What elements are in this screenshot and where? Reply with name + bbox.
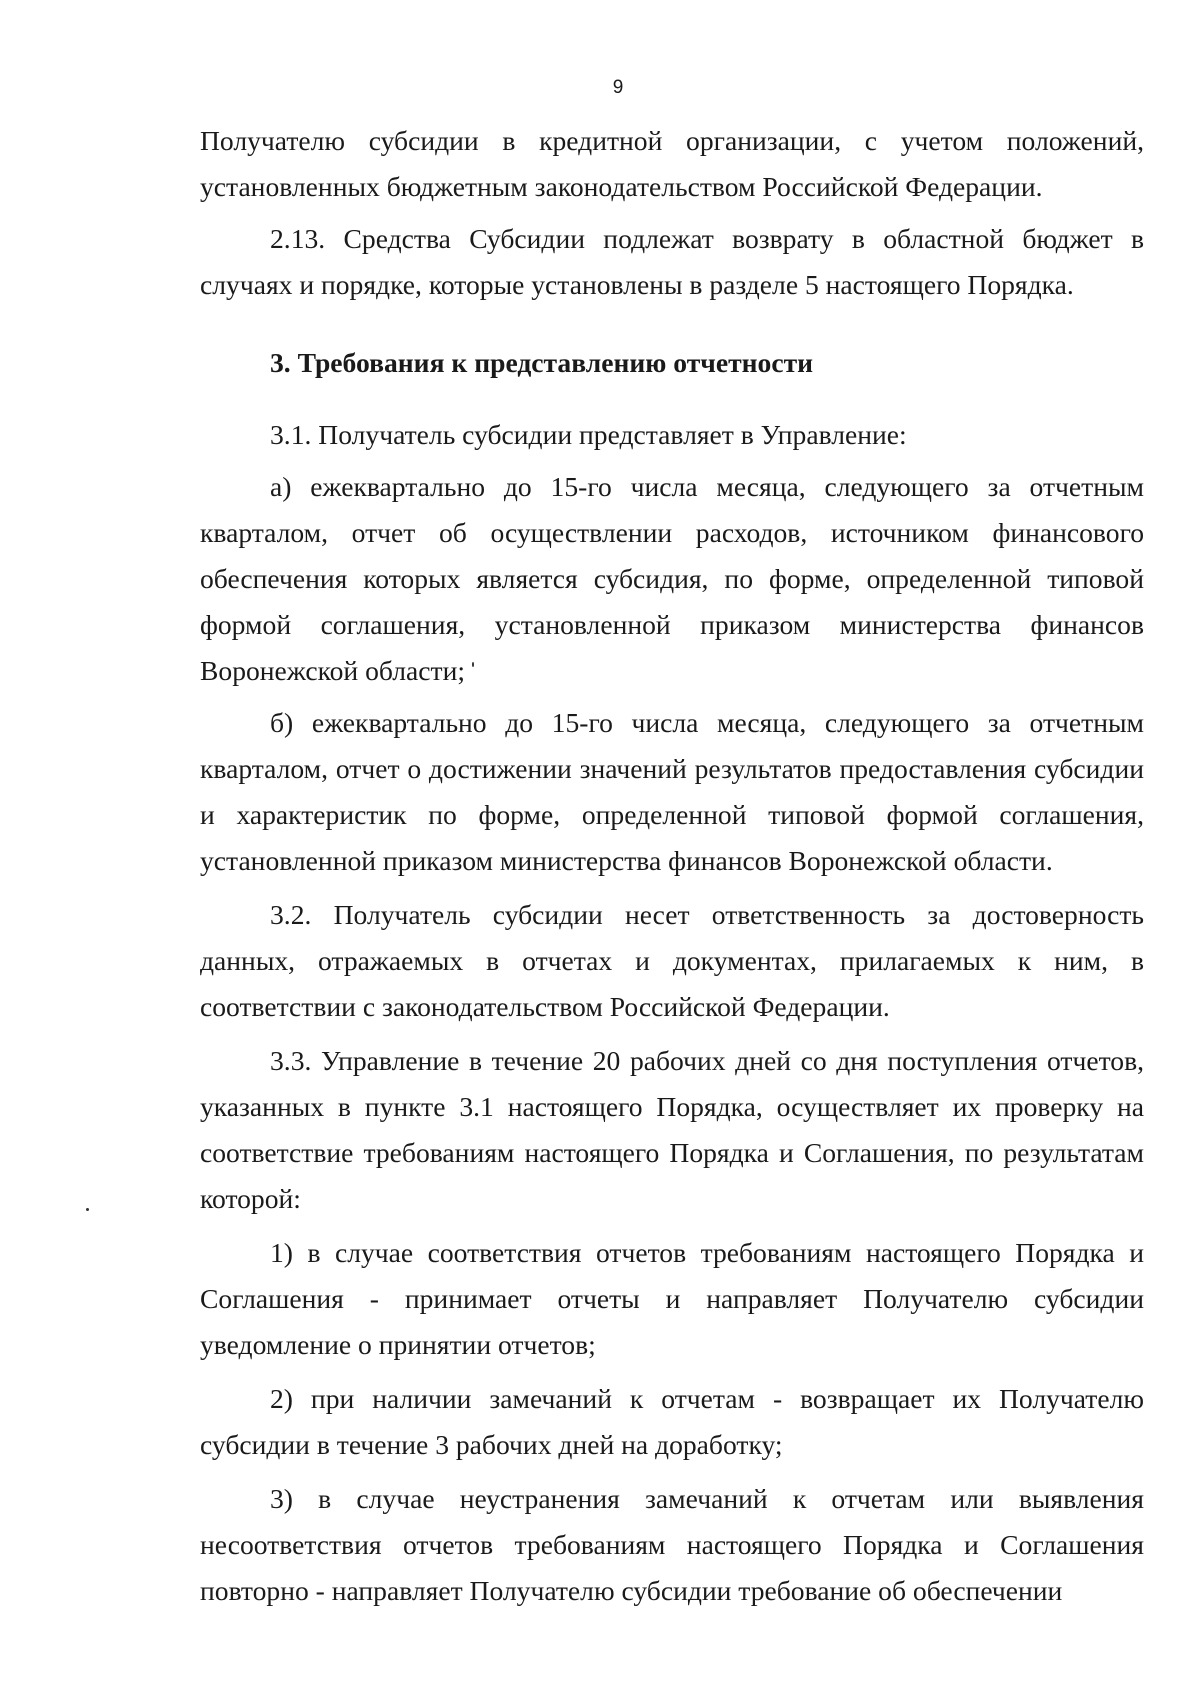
paragraph-3-3-3: 3) в случае неустранения замечаний к отчетам или выявления несоответствия отчетов требованиям настоящего Порядка и Соглашения повторно - направляет Получателю субсидии требование об обеспечении [200, 1483, 1144, 1606]
page-number: 9 [612, 77, 624, 98]
paragraph-3-3: 3.3. Управление в течение 20 рабочих дней со дня поступления отчетов, указанных в пункте 3.1 настоящего Порядка, осуществляет их проверку на соответствие требованиям настоящего Порядка и Соглашения, по результатам которой: [200, 1045, 1144, 1214]
paragraph-3-1-b: б) ежеквартально до 15-го числа месяца, следующего за отчетным кварталом, отчет о достижении значений результатов предоставления субсидии и характеристик по форме, определенной типовой формой соглашения, установленной приказом министерства финансов Воронежской области. [200, 707, 1144, 876]
paragraph-3-1-a: а) ежеквартально до 15-го числа месяца, следующего за отчетным кварталом, отчет об осуществлении расходов, источником финансового обеспечения которых является субсидия, по форме, определенной типовой формой соглашения, установленной приказом министерства финансов Воронежской области; [200, 471, 1144, 686]
paragraph-3-1: 3.1. Получатель субсидии представляет в Управление: [270, 419, 907, 450]
document-body [200, 118, 1144, 1614]
paragraph-3-3-2: 2) при наличии замечаний к отчетам - возвращает их Получателю субсидии в течение 3 рабочих дней на доработку; [200, 1383, 1144, 1460]
paragraph-continuation: Получателю субсидии в кредитной организации, с учетом положений, установленных бюджетным законодательством Российской Федерации. [200, 125, 1144, 202]
paragraph-2-13: 2.13. Средства Субсидии подлежат возврату в областной бюджет в случаях и порядке, которые установлены в разделе 5 настоящего Порядка. [200, 223, 1144, 300]
scan-speck [86, 1208, 89, 1211]
paragraph-3-3-1: 1) в случае соответствия отчетов требованиям настоящего Порядка и Соглашения - принимает отчеты и направляет Получателю субсидии уведомление о принятии отчетов; [200, 1237, 1144, 1360]
scan-speck [472, 662, 474, 667]
paragraph-3-2: 3.2. Получатель субсидии несет ответственность за достоверность данных, отражаемых в отчетах и документах, прилагаемых к ним, в соответствии с законодательством Российской Федерации. [200, 899, 1144, 1022]
section-title: 3. Требования к представлению отчетности [270, 347, 814, 378]
